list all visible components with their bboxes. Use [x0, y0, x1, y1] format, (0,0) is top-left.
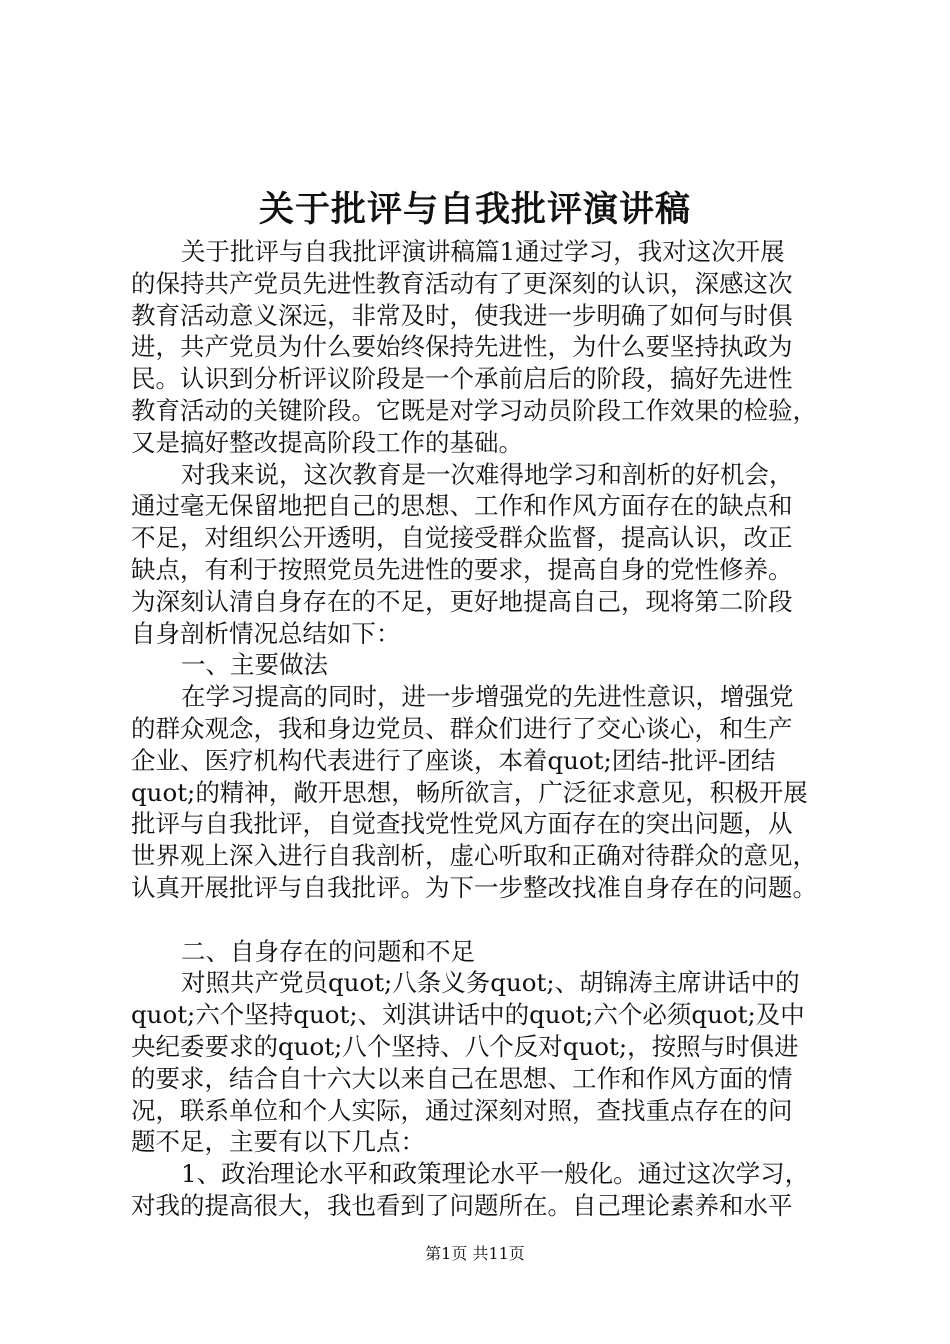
- paragraph-line: quot;六个坚持quot;、刘淇讲话中的quot;六个必须quot;及中: [131, 1000, 805, 1030]
- section-heading: 一、主要做法: [181, 650, 328, 680]
- paragraph-line: 世界观上深入进行自我剖析，虚心听取和正确对待群众的意见，: [131, 841, 817, 871]
- paragraph-line: 缺点，有利于按照党员先进性的要求，提高自身的党性修养。: [131, 554, 793, 584]
- paragraph-line: 对照共产党员quot;八条义务quot;、胡锦涛主席讲话中的: [181, 968, 800, 998]
- paragraph-line: 对我的提高很大，我也看到了问题所在。自己理论素养和水平: [131, 1190, 793, 1220]
- paragraph-line: quot;的精神，敞开思想，畅所欲言，广泛征求意见，积极开展: [131, 777, 808, 807]
- paragraph-line: 教育活动的关键阶段。它既是对学习动员阶段工作效果的检验，: [131, 395, 817, 425]
- paragraph-line: 教育活动意义深远，非常及时，使我进一步明确了如何与时俱: [131, 300, 793, 330]
- paragraph-line: 的要求，结合自十六大以来自己在思想、工作和作风方面的情: [131, 1063, 793, 1093]
- paragraph-line: 批评与自我批评，自觉查找党性党风方面存在的突出问题，从: [131, 809, 793, 839]
- paragraph-line: 题不足，主要有以下几点：: [131, 1127, 425, 1157]
- paragraph-line: 进，共产党员为什么要始终保持先进性，为什么要坚持执政为: [131, 332, 793, 362]
- document-title: 关于批评与自我批评演讲稿: [258, 189, 691, 230]
- paragraph-line: 不足，对组织公开透明，自觉接受群众监督，提高认识，改正: [131, 523, 793, 553]
- paragraph-line: 又是搞好整改提高阶段工作的基础。: [131, 427, 523, 457]
- page-footer: 第1页 共11页: [425, 1244, 525, 1263]
- paragraph-line: 为深刻认清自身存在的不足，更好地提高自己，现将第二阶段: [131, 586, 793, 616]
- paragraph-line: 认真开展批评与自我批评。为下一步整改找准自身存在的问题。: [131, 872, 817, 902]
- paragraph-line: 民。认识到分析评议阶段是一个承前启后的阶段，搞好先进性: [131, 364, 793, 394]
- section-heading: 二、自身存在的问题和不足: [181, 936, 475, 966]
- paragraph-line: 通过毫无保留地把自己的思想、工作和作风方面存在的缺点和: [131, 491, 793, 521]
- paragraph-line: 关于批评与自我批评演讲稿篇1通过学习，我对这次开展: [181, 237, 785, 266]
- blank-line: [131, 904, 831, 936]
- paragraph-line: 央纪委要求的quot;八个坚持、八个反对quot;，按照与时俱进: [131, 1031, 799, 1061]
- document-body: [131, 236, 831, 1222]
- paragraph-line: 况，联系单位和个人实际，通过深刻对照，查找重点存在的问: [131, 1095, 793, 1125]
- paragraph-line: 对我来说，这次教育是一次难得地学习和剖析的好机会，: [181, 459, 794, 489]
- paragraph-line: 的群众观念，我和身边党员、群众们进行了交心谈心，和生产: [131, 713, 793, 743]
- paragraph-line: 1、政治理论水平和政策理论水平一般化。通过这次学习，: [181, 1159, 810, 1189]
- paragraph-line: 在学习提高的同时，进一步增强党的先进性意识，增强党: [181, 682, 794, 712]
- paragraph-line: 的保持共产党员先进性教育活动有了更深刻的认识，深感这次: [131, 268, 793, 298]
- paragraph-line: 自身剖析情况总结如下：: [131, 618, 401, 648]
- paragraph-line: 企业、医疗机构代表进行了座谈，本着quot;团结-批评-团结: [131, 745, 776, 775]
